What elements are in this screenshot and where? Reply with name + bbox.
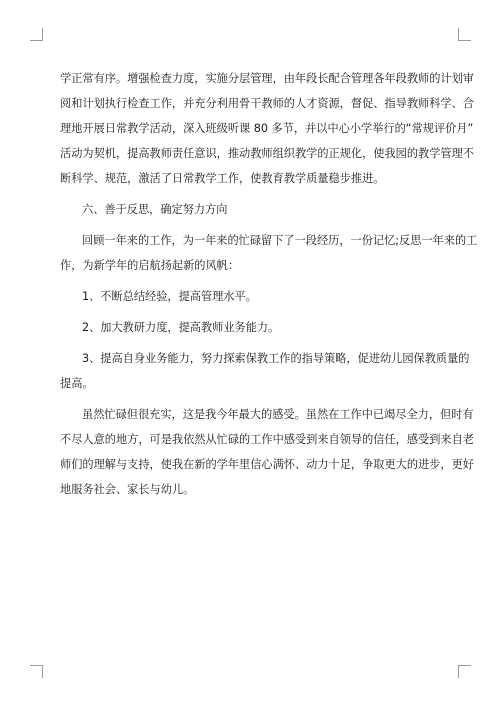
text-line: 2、加大教研力度，提高教师业务能力。: [82, 321, 280, 334]
paragraph-conclusion: [60, 402, 474, 502]
crop-mark-top-left: [30, 28, 43, 41]
text-line: 断科学、规范，激活了日常教学工作，使教育教学质量稳步推进。: [60, 172, 385, 185]
crop-mark-top-right: [458, 28, 471, 41]
text-line: 1、不断总结经验，提高管理水平。: [82, 290, 257, 303]
text-line: 活动为契机，提高教师责任意识，推动教师组织教学的正规化，使我园的教学管理不: [60, 147, 474, 160]
text-line: 提高。: [60, 377, 94, 390]
text-line: 师们的理解与支持，使我在新的学年里信心满怀、动力十足，争取更大的进步，更好: [60, 458, 474, 471]
list-item-2: [60, 315, 444, 340]
text-line: 阅和计划执行检查工作，并充分利用骨干教师的人才资源，督促、指导教师科学、合: [60, 97, 474, 110]
text-line: 理地开展日常教学活动，深入班级听课 80 多节，并以中心小学举行的“常规评价月”: [60, 122, 474, 135]
section-heading: [60, 197, 444, 222]
list-item-1: [60, 284, 444, 309]
crop-mark-bottom-left: [30, 665, 43, 678]
text-line: 回顾一年来的工作，为一年来的忙碌留下了一段经历，一份记忆;反思一年来的工: [82, 234, 478, 247]
document-body: [60, 66, 478, 502]
text-line: 地服务社会、家长与幼儿。: [60, 483, 195, 496]
text-line: 虽然忙碌但很充实，这是我今年最大的感受。虽然在工作中已竭尽全力，但时有: [82, 408, 474, 421]
text-line: 作，为新学年的启航扬起新的风帆：: [60, 259, 240, 272]
text-line: 不尽人意的地方，可是我依然从忙碌的工作中感受到来自领导的信任，感受到来自老: [60, 433, 474, 446]
text-line: 3、提高自身业务能力，努力探索保教工作的指导策略，促进幼儿园保教质量的: [82, 352, 470, 365]
crop-mark-bottom-right: [458, 665, 471, 678]
text-line: 学正常有序。增强检查力度，实施分层管理，由年段长配合管理各年段教师的计划审: [60, 72, 474, 85]
paragraph-review: [60, 228, 478, 278]
heading-text: 六、善于反思，确定努力方向: [82, 203, 228, 216]
list-item-3: [60, 346, 470, 396]
paragraph-teaching-management: [60, 66, 474, 191]
